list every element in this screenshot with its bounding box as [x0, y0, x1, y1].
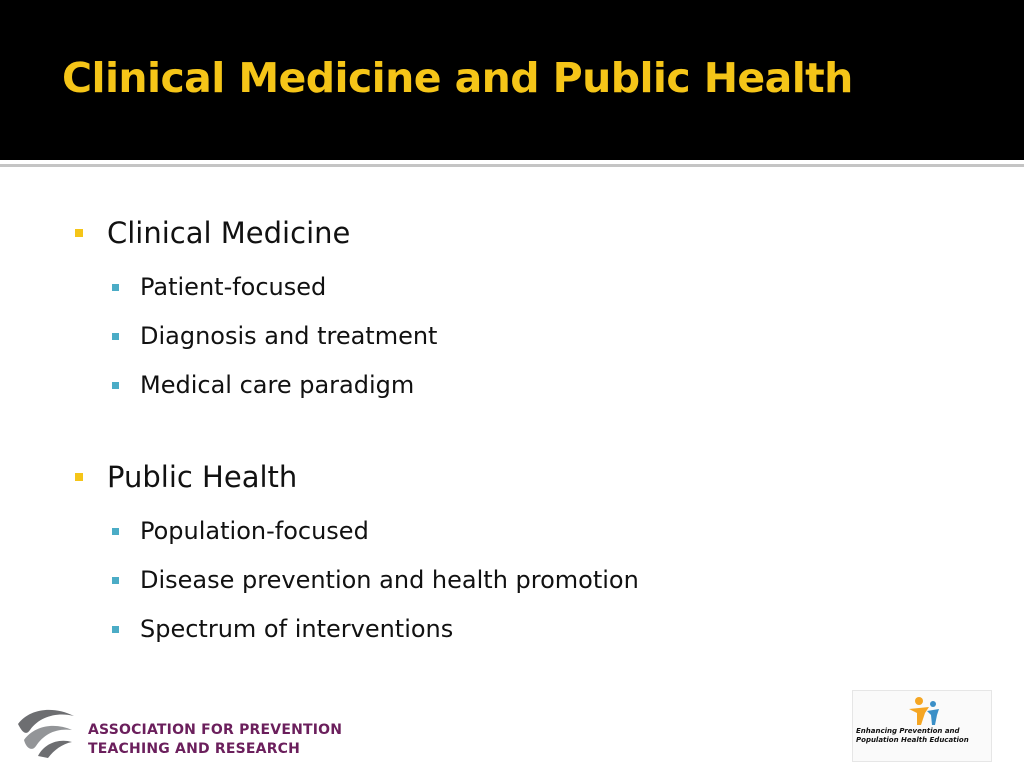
title-divider — [0, 164, 1024, 167]
bullet-item-level1 — [0, 214, 900, 254]
square-bullet-icon — [112, 382, 119, 389]
slide-title: Clinical Medicine and Public Health — [62, 54, 853, 102]
bullet-text: Spectrum of interventions — [140, 615, 454, 643]
aptr-name-line2: TEACHING AND RESEARCH — [88, 741, 301, 757]
square-bullet-icon — [112, 528, 119, 535]
epphe-name-line1: Enhancing Prevention and — [856, 727, 960, 735]
bullet-item-level2 — [0, 613, 900, 647]
bullet-item-level2 — [0, 564, 900, 598]
square-bullet-icon — [112, 284, 119, 291]
square-bullet-icon — [75, 229, 83, 237]
bullet-item-level2 — [0, 369, 900, 403]
square-bullet-icon — [75, 473, 83, 481]
aptr-name-line1: ASSOCIATION FOR PREVENTION — [88, 722, 343, 738]
square-bullet-icon — [112, 577, 119, 584]
bullet-heading: Public Health — [107, 460, 298, 494]
bullet-text: Medical care paradigm — [140, 371, 415, 399]
epphe-figures-logo-icon — [895, 695, 947, 727]
square-bullet-icon — [112, 626, 119, 633]
title-bar — [0, 0, 1024, 160]
epphe-logo — [852, 690, 992, 762]
bullet-text: Population-focused — [140, 517, 369, 545]
bullet-text: Disease prevention and health promotion — [140, 566, 639, 594]
bullet-item-level2 — [0, 515, 900, 549]
aptr-swirl-logo-icon — [14, 704, 78, 760]
epphe-name-line2: Population Health Education — [856, 736, 969, 744]
bullet-text: Patient-focused — [140, 273, 327, 301]
square-bullet-icon — [112, 333, 119, 340]
bullet-item-level1 — [0, 458, 900, 498]
bullet-item-level2 — [0, 320, 900, 354]
bullet-item-level2 — [0, 271, 900, 305]
bullet-heading: Clinical Medicine — [107, 216, 351, 250]
bullet-text: Diagnosis and treatment — [140, 322, 438, 350]
aptr-logo — [14, 700, 374, 760]
